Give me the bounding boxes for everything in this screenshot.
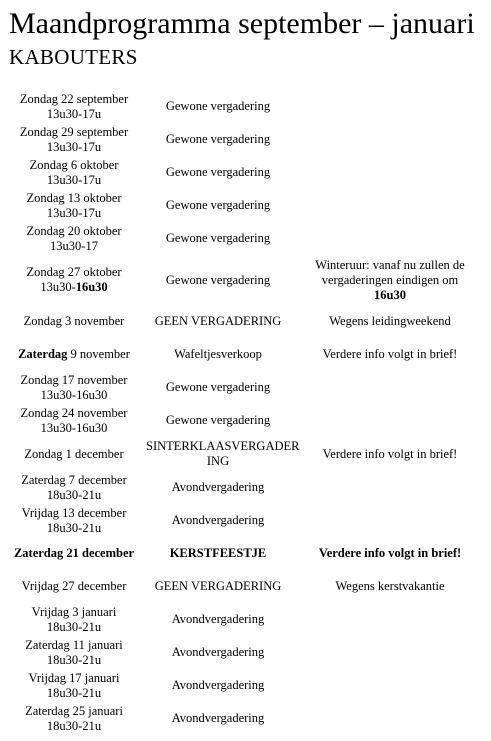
activity-cell: Gewone vergadering bbox=[165, 165, 271, 179]
table-row bbox=[4, 189, 488, 222]
date-cell: Zondag 13 oktober 13u30-17u bbox=[26, 190, 122, 220]
date-cell: Vrijdag 3 januari 18u30-21u bbox=[31, 604, 117, 634]
activity-cell: Gewone vergadering bbox=[165, 413, 271, 427]
date-cell: Zondag 27 oktober 13u30-16u30 bbox=[26, 265, 122, 294]
activity-cell: Avondvergadering bbox=[171, 645, 265, 659]
date-cell: Zondag 6 oktober 13u30-17u bbox=[29, 157, 119, 187]
activity-cell: GEEN VERGADERING bbox=[154, 314, 282, 328]
activity-cell: Gewone vergadering bbox=[165, 99, 271, 113]
activity-cell: Gewone vergadering bbox=[165, 380, 271, 394]
table-row bbox=[4, 437, 488, 471]
note-cell bbox=[292, 189, 488, 222]
page-title: Maandprogramma september – januari bbox=[9, 7, 475, 40]
table-row bbox=[4, 702, 488, 735]
activity-cell: Avondvergadering bbox=[171, 711, 265, 725]
table-row bbox=[4, 570, 488, 603]
note-cell: Wegens kerstvakantie bbox=[335, 579, 445, 593]
note-cell bbox=[292, 504, 488, 537]
activity-cell: Gewone vergadering bbox=[165, 132, 271, 146]
note-cell bbox=[292, 702, 488, 735]
activity-cell: Gewone vergadering bbox=[165, 231, 271, 245]
date-cell: Zondag 22 september 13u30-17u bbox=[19, 91, 129, 121]
note-cell bbox=[292, 90, 488, 123]
activity-cell: GEEN VERGADERING bbox=[154, 579, 282, 593]
date-cell: Zaterdag 9 november bbox=[18, 347, 130, 361]
note-cell bbox=[292, 123, 488, 156]
table-row bbox=[4, 255, 488, 305]
table-row bbox=[4, 636, 488, 669]
date-cell: Zondag 29 september 13u30-17u bbox=[19, 124, 129, 154]
program-table bbox=[4, 90, 488, 735]
activity-cell: Avondvergadering bbox=[171, 612, 265, 626]
table-row bbox=[4, 156, 488, 189]
table-row bbox=[4, 669, 488, 702]
note-cell bbox=[292, 222, 488, 255]
table-row bbox=[4, 471, 488, 504]
table-row bbox=[4, 90, 488, 123]
date-cell: Zaterdag 21 december bbox=[13, 546, 135, 560]
date-cell: Zaterdag 7 december 18u30-21u bbox=[21, 472, 127, 502]
table-row bbox=[4, 537, 488, 570]
note-cell bbox=[292, 404, 488, 437]
note-cell: Winteruur: vanaf nu zullen de vergaderingen eindigen om 16u30 bbox=[315, 257, 465, 302]
date-cell: Vrijdag 17 januari 18u30-21u bbox=[28, 670, 120, 700]
activity-cell: Gewone vergadering bbox=[165, 198, 271, 212]
date-cell: Zondag 1 december bbox=[24, 446, 124, 461]
table-row bbox=[4, 222, 488, 255]
date-cell: Zondag 17 november 13u30-16u30 bbox=[20, 372, 128, 402]
activity-cell: KERSTFEESTJE bbox=[169, 546, 267, 560]
activity-cell: Wafeltjesverkoop bbox=[174, 347, 262, 361]
date-cell: Zondag 24 november 13u30-16u30 bbox=[20, 405, 128, 435]
table-row bbox=[4, 123, 488, 156]
note-cell bbox=[292, 471, 488, 504]
date-cell: Zondag 20 oktober 13u30-17 bbox=[26, 223, 122, 253]
table-row bbox=[4, 305, 488, 338]
table-row bbox=[4, 371, 488, 404]
date-cell: Zondag 3 november bbox=[23, 314, 125, 328]
table-row bbox=[4, 504, 488, 537]
date-cell: Vrijdag 27 december bbox=[21, 579, 127, 593]
activity-cell: Avondvergadering bbox=[171, 678, 265, 692]
note-cell: Wegens leidingweekend bbox=[329, 314, 451, 328]
activity-cell: Gewone vergadering bbox=[165, 272, 271, 287]
note-cell: Verdere info volgt in brief! bbox=[322, 347, 458, 361]
date-cell: Zaterdag 25 januari 18u30-21u bbox=[25, 703, 123, 733]
activity-cell: Avondvergadering bbox=[171, 480, 265, 494]
note-cell: Verdere info volgt in brief! bbox=[318, 546, 462, 560]
table-row bbox=[4, 404, 488, 437]
note-cell bbox=[292, 156, 488, 189]
date-cell: Vrijdag 13 december 18u30-21u bbox=[21, 505, 127, 535]
table-row bbox=[4, 603, 488, 636]
note-cell bbox=[292, 636, 488, 669]
group-name: KABOUTERS bbox=[9, 45, 138, 69]
date-cell: Zaterdag 11 januari 18u30-21u bbox=[25, 637, 123, 667]
table-row bbox=[4, 338, 488, 371]
note-cell: Verdere info volgt in brief! bbox=[322, 446, 458, 461]
activity-cell: SINTERKLAASVERGADER ING bbox=[146, 439, 300, 468]
activity-cell: Avondvergadering bbox=[171, 513, 265, 527]
note-cell bbox=[292, 603, 488, 636]
note-cell bbox=[292, 371, 488, 404]
note-cell bbox=[292, 669, 488, 702]
